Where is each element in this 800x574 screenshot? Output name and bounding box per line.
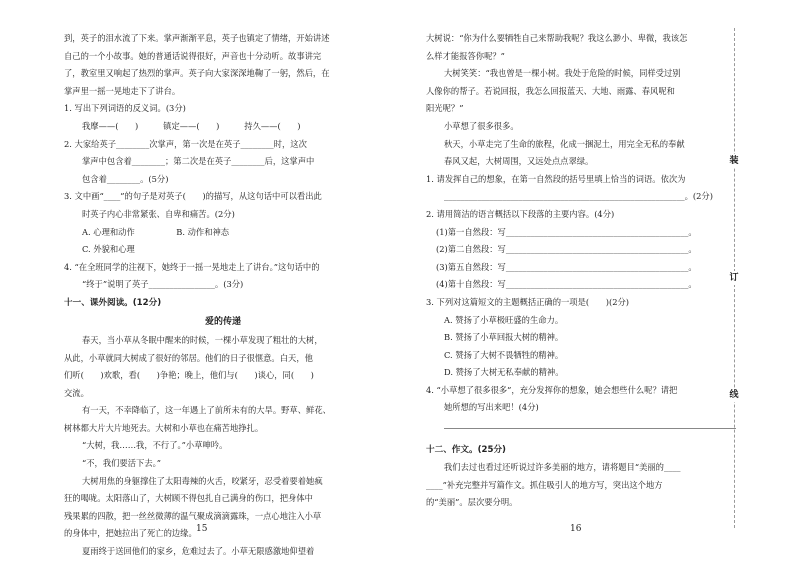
story-line: 掌声里一摇一晃地走下了讲台。 (64, 85, 181, 96)
passage-line: 的身体中，把她拉出了死亡的边缘。 (64, 528, 197, 539)
question-3-option: C. 赞扬了大树不畏牺牲的精神。 (444, 349, 564, 360)
passage-line: 春天，当小草从冬眠中醒来的时候，一棵小草发现了粗壮的大树， (82, 334, 323, 345)
question-1: 1. 写出下列词语的反义词。(3分) (64, 103, 186, 114)
passage-line: 有一天，不幸降临了，这一年遇上了前所未有的大旱。野草、鲜花、 (82, 405, 331, 416)
passage-line: 么样才能报答你呢？” (426, 50, 505, 61)
section-11-heading: 十一、课外阅读。(12分) (64, 297, 162, 308)
question-2: 2. 大家给英子________次掌声，第一次是在英子________时，这次 (64, 138, 307, 149)
passage-line: 大树笑笑：“我也曾是一棵小树。我处于危险的时候，同样受过别 (444, 68, 681, 79)
binding-char-xian: 线 (726, 388, 742, 402)
question-2: 2. 请用简洁的语言概括以下段落的主要内容。(4分) (426, 208, 615, 219)
page-number: 16 (570, 524, 582, 534)
question-3-option: A. 赞扬了小草极旺盛的生命力。 (444, 314, 564, 325)
question-4: 4. “在全班同学的注视下，她终于一摇一晃地走上了讲台。”这句话中的 (64, 261, 320, 272)
question-2-item: (1)第一自然段：写____________________________________________。 (436, 226, 697, 237)
passage-line: 们听( )欢歌，看( )争艳；晚上，他们与( )谈心，同( ) (64, 370, 314, 381)
binding-char-ding: 订 (726, 271, 742, 285)
question-4-cont: “终于”说明了英子________________。(3分) (82, 279, 244, 290)
passage-line: “不，我们要活下去。” (82, 458, 162, 469)
question-3-cont: 时英子内心非常紧张、自卑和痛苦。(2分) (82, 208, 235, 219)
question-2-cont: 包含着________。(5分) (82, 173, 169, 184)
passage-line: 阳光呢？” (426, 103, 464, 114)
passage-line: 夏雨终于送回他们的家乡，危难过去了。小草无限感激地仰望着 (82, 546, 315, 557)
passage-line: 春风又起，大树周围，又远处点点翠绿。 (444, 156, 594, 167)
passage-title: 爱的传递 (204, 316, 241, 327)
passage-line: 小草想了很多很多。 (444, 120, 519, 131)
story-line: 了，教室里又响起了热烈的掌声。英子向大家深深地鞠了一躬，然后，在 (64, 68, 330, 79)
passage-line: 狂的喝咙。太阳落山了，大树顾不得包扎自己满身的伤口，把身体中 (64, 493, 313, 504)
question-1-cont: __________________________________________________________。(2分) (444, 191, 713, 202)
question-3-option: C. 外貌和心理 (82, 244, 135, 255)
question-3-option: B. 赞扬了小草回报大树的精神。 (444, 332, 564, 343)
composition-line: 我们去过也看过还听说过许多美丽的地方，请将题目“美丽的____ (444, 462, 681, 473)
story-line: 到，英子的泪水流了下来。掌声渐渐平息，英子也镇定了情绪，开始讲述 (64, 33, 330, 43)
composition-line: 的“美丽”。层次要分明。 (426, 497, 518, 508)
passage-line: 交流。 (64, 387, 89, 398)
question-1: 1. 请发挥自己的想象，在第一自然段的括号里填上恰当的词语。依次为 (426, 173, 686, 184)
binding-char-zhuang: 装 (726, 154, 742, 168)
question-2-cont: 掌声中包含着________；第二次是在英子________后，这掌声中 (82, 156, 315, 167)
passage-line: 大树说：“你为什么要牺牲自己来帮助我呢？我这么渺小、卑微，我该怎 (426, 33, 688, 43)
passage-line: 从此，小草就同大树成了很好的邻居。他们的日子很惬意。白天，他 (64, 352, 313, 363)
question-3-option: D. 赞扬了大树无私奉献的精神。 (444, 367, 564, 378)
answer-line[interactable] (444, 427, 736, 429)
question-2-item: (3)第五自然段：写____________________________________________。 (436, 261, 697, 272)
passage-line: 残果累的四散，把一丝丝微薄的温气聚成滴滴露珠，一点心地注入小草 (64, 510, 322, 521)
passage-line: 大树用焦的身躯撑住了太阳毒辣的火舌，咬紧牙，忍受着要着她疯 (82, 475, 323, 486)
passage-line: 秋天，小草走完了生命的旅程，化成一捆泥土，用完全无私的奉献 (444, 138, 685, 149)
question-1-items: 我摩——( ) 镇定——( ) 持久——( ) (82, 120, 301, 131)
question-2-item: (4)第十自然段：写____________________________________________。 (436, 279, 697, 290)
question-3: 3. 文中画“____”的句子是对英子( )的描写，从这句话中可以看出此 (64, 191, 322, 202)
page-number: 15 (196, 524, 208, 534)
passage-line: 人像你的帮子。若说回报，我怎么回报蓝天、大地、雨露、春风呢和 (426, 85, 675, 96)
story-line: 自己的一个小故事。她的普通话说得很好，声音也十分动听。故事讲完 (64, 50, 322, 61)
question-4: 4. “小草想了很多很多”，充分发挥你的想象，她会想些什么呢？请把 (426, 384, 678, 395)
question-3-option: A. 心理和动作 B. 动作和神态 (82, 226, 230, 237)
passage-line: 树林都大片大片地死去。大树和小草也在痛苦地挣扎。 (64, 422, 264, 433)
question-2-item: (2)第二自然段：写____________________________________________。 (436, 244, 697, 255)
section-12-heading: 十二、作文。(25分) (426, 445, 506, 456)
question-4-cont: 她所想的写出来吧！(4分) (444, 402, 539, 413)
question-3: 3. 下列对这篇短文的主题概括正确的一项是( )(2分) (426, 296, 630, 307)
composition-line: ____”补充完整并写篇作文。抓住吸引人的地方写，突出这个地方 (426, 479, 663, 490)
binding-margin (728, 28, 748, 528)
passage-line: “大树，我……我，不行了。”小草呻吟。 (82, 440, 228, 451)
